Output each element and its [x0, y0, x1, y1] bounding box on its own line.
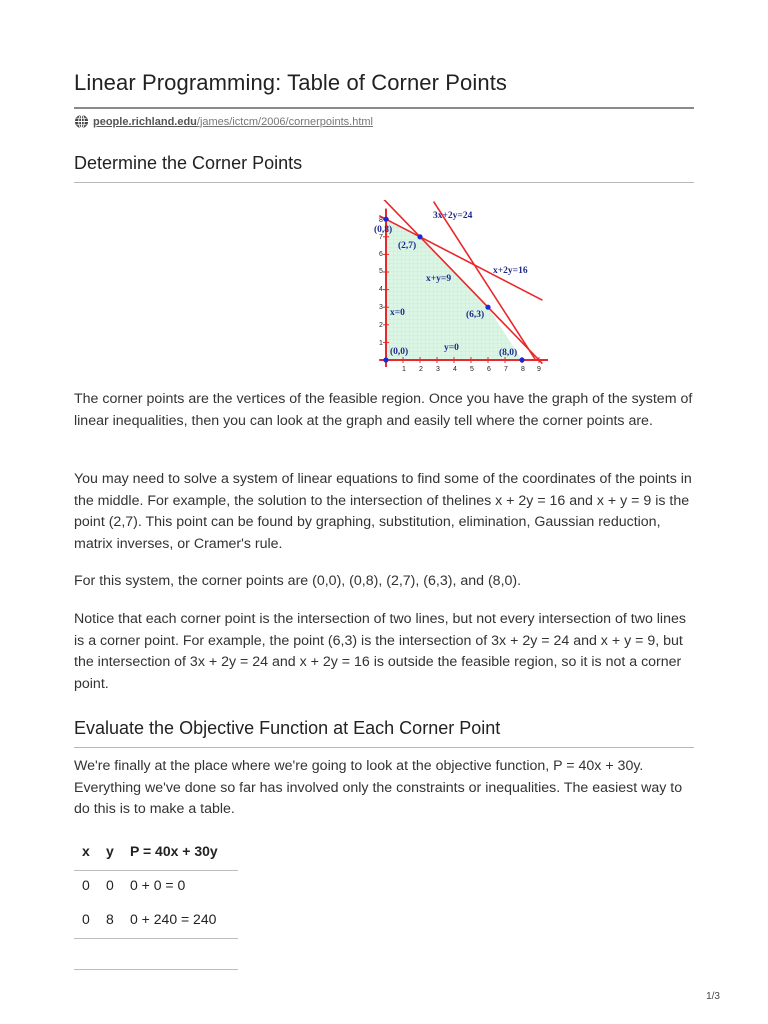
line-label-3x-2y-24: 3x+2y=24	[433, 211, 473, 221]
table-cell: 0	[106, 877, 114, 893]
corner-point-dot	[383, 217, 388, 222]
point-label-0-8: (0,8)	[374, 225, 393, 235]
table-cell: 8	[106, 911, 114, 927]
y-tick-label: 8	[379, 217, 383, 224]
table-cell: 0	[82, 877, 90, 893]
table-row-divider	[74, 870, 238, 871]
paragraph-objective-function: We're finally at the place where we're going to look at the objective function, P = 40x + 30y. Everything we've done so far has involved only the constraints or inequalities. The easiest way to do this is to make a table.	[74, 758, 683, 818]
y-tick-label: 3	[379, 304, 383, 311]
x-tick-label: 2	[419, 366, 423, 373]
x-tick-label: 3	[436, 366, 440, 373]
line-label-x-0: x=0	[390, 308, 405, 318]
feasible-region-graph	[298, 200, 548, 380]
x-tick-label: 4	[453, 366, 457, 373]
point-label-8-0: (8,0)	[499, 348, 518, 358]
x-tick-label: 9	[537, 366, 541, 373]
paragraph-solve-system: You may need to solve a system of linear equations to find some of the coordinates of the points in the middle. For example, the solution to the intersection of thelines x + 2y = 16 and x + y = 9 is the point (2,7). This point can be found by graphing, substitution, elimination, Gaussian reduction, matrix inverses, or Cramer's rule.	[74, 471, 692, 552]
column-header-p: P = 40x + 30y	[130, 843, 218, 859]
line-label-x-y-9: x+y=9	[426, 274, 452, 284]
globe-icon	[74, 114, 89, 129]
source-host[interactable]: people.richland.edu	[93, 115, 197, 128]
table-row-divider	[74, 938, 238, 939]
point-label-2-7: (2,7)	[398, 241, 417, 251]
page-title: Linear Programming: Table of Corner Points	[74, 70, 508, 95]
corner-point-dot	[485, 305, 490, 310]
table-header-row	[74, 834, 238, 868]
column-header-y: y	[106, 843, 114, 859]
section-divider	[74, 182, 694, 183]
section-divider	[74, 747, 694, 748]
line-label-y-0: y=0	[444, 343, 459, 353]
y-tick-label: 4	[379, 286, 383, 293]
table-cell: 0 + 0 = 0	[130, 877, 186, 893]
source-path[interactable]: /james/ictcm/2006/cornerpoints.html	[196, 115, 373, 128]
title-divider	[74, 107, 694, 109]
paragraph-intersection-note: Notice that each corner point is the intersection of two lines, but not every intersection of two lines is a corner point. For example, the point (6,3) is the intersection of 3x + 2y = 24 and x + y = 9, but the intersection of 3x + 2y = 24 and x + 2y = 16 is outside the feasible region, so it is not a corner point.	[74, 611, 686, 692]
x-tick-label: 7	[504, 366, 508, 373]
corner-point-dot	[519, 357, 524, 362]
table-row-divider	[74, 969, 238, 970]
paragraph-corner-points-list: For this system, the corner points are (0,0), (0,8), (2,7), (6,3), and (8,0).	[74, 573, 522, 589]
y-tick-label: 7	[379, 234, 383, 241]
x-tick-label: 5	[470, 366, 474, 373]
objective-table	[74, 834, 238, 936]
source-link[interactable]	[74, 114, 373, 129]
y-tick-label: 5	[379, 268, 383, 275]
y-tick-label: 1	[379, 340, 383, 347]
paragraph-corner-points-definition: The corner points are the vertices of the feasible region. Once you have the graph of the system of linear inequalities, then you can look at the graph and easily tell where the corner points are.	[74, 391, 693, 429]
line-label-x-2y-16: x+2y=16	[493, 266, 528, 276]
y-tick-label: 2	[379, 322, 383, 329]
page-indicator: 1/3	[706, 991, 720, 1002]
x-tick-label: 8	[521, 366, 525, 373]
column-header-x: x	[82, 843, 90, 859]
table-cell: 0 + 240 = 240	[130, 911, 217, 927]
section-heading-corner-points: Determine the Corner Points	[74, 153, 303, 173]
corner-point-dot	[417, 234, 422, 239]
corner-point-dot	[383, 357, 388, 362]
x-tick-label: 1	[402, 366, 406, 373]
x-tick-label: 6	[487, 366, 491, 373]
table-cell: 0	[82, 911, 90, 927]
table-row	[74, 902, 238, 936]
section-heading-evaluate: Evaluate the Objective Function at Each Corner Point	[74, 718, 501, 738]
point-label-6-3: (6,3)	[466, 310, 485, 320]
point-label-0-0: (0,0)	[390, 347, 409, 357]
y-tick-label: 6	[379, 251, 383, 258]
table-row	[74, 868, 238, 902]
